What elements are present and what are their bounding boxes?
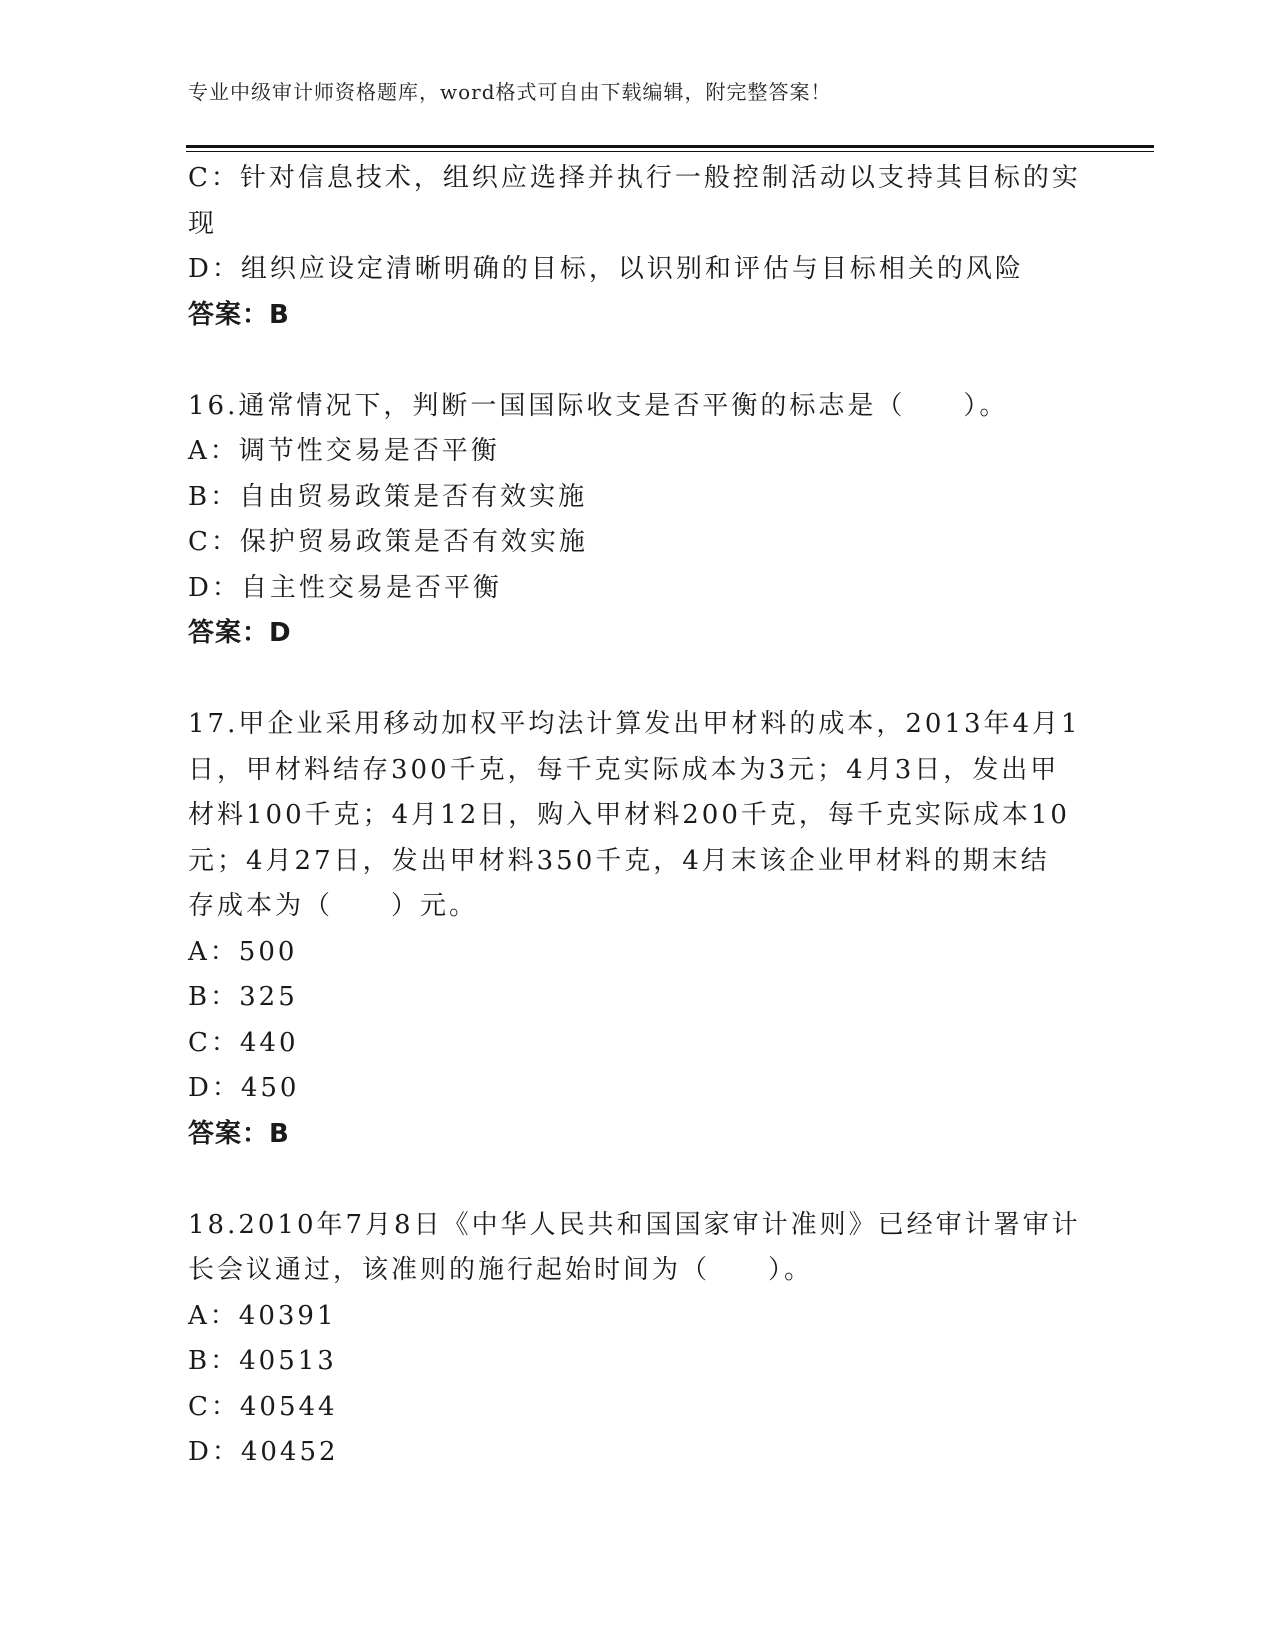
question-content <box>188 156 1088 1476</box>
question-16-option-a: A：调节性交易是否平衡 <box>188 436 500 466</box>
question-16-stem: 16.通常情况下，判断一国国际收支是否平衡的标志是（ ）。 <box>188 390 1009 421</box>
question-16-option-c: C：保护贸易政策是否有效实施 <box>188 527 588 557</box>
answer-line: 答案：B <box>188 299 290 330</box>
spacer <box>188 1157 1088 1203</box>
question-18-option-b: B：40513 <box>188 1346 337 1376</box>
question-17-stem-line-2: 日，甲材料结存300千克，每千克实际成本为3元；4月3日，发出甲 <box>188 754 1060 785</box>
question-18-option-c: C：40544 <box>188 1391 338 1422</box>
page-header: 专业中级审计师资格题库，word格式可自由下载编辑，附完整答案！ <box>188 80 832 104</box>
question-16-option-d: D：自主性交易是否平衡 <box>188 572 502 603</box>
option-d: D：组织应设定清晰明确的目标，以识别和评估与目标相关的风险 <box>188 254 1024 284</box>
spacer <box>188 657 1088 703</box>
question-16-answer: 答案：D <box>188 618 292 648</box>
question-18-stem-line-1: 18.2010年7月8日《中华人民共和国国家审计准则》已经审计署审计 <box>188 1209 1081 1240</box>
header-rule-thick <box>186 145 1154 148</box>
question-17-option-d: D：450 <box>188 1073 300 1103</box>
question-17-stem-line-5: 存成本为（ ）元。 <box>188 891 479 921</box>
question-17-answer: 答案：B <box>188 1118 290 1149</box>
question-18-stem-line-2: 长会议通过，该准则的施行起始时间为（ ）。 <box>188 1255 814 1285</box>
option-c-line-2: 现 <box>188 208 218 239</box>
question-17-option-a: A：500 <box>188 936 298 967</box>
option-c-line-1: C：针对信息技术，组织应选择并执行一般控制活动以支持其目标的实 <box>188 163 1081 193</box>
question-18-option-d: D：40452 <box>188 1437 339 1467</box>
header-rule-thin <box>186 151 1154 152</box>
question-17-option-c: C：440 <box>188 1027 299 1058</box>
spacer <box>188 338 1088 384</box>
question-17-stem-line-1: 17.甲企业采用移动加权平均法计算发出甲材料的成本，2013年4月1 <box>188 709 1081 739</box>
question-17-option-b: B：325 <box>188 982 298 1012</box>
question-16-option-b: B：自由贸易政策是否有效实施 <box>188 481 588 512</box>
question-17-stem-line-4: 元；4月27日，发出甲材料350千克，4月末该企业甲材料的期末结 <box>188 845 1050 876</box>
question-18-option-a: A：40391 <box>188 1300 337 1331</box>
question-17-stem-line-3: 材料100千克；4月12日，购入甲材料200千克，每千克实际成本10 <box>188 800 1070 830</box>
